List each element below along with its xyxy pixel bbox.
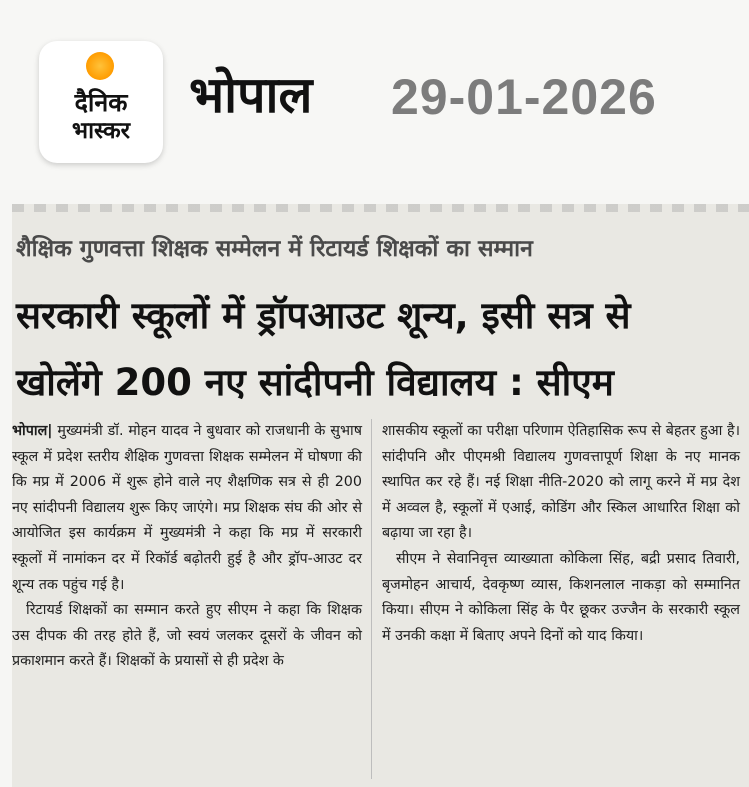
dainik-bhaskar-logo	[39, 41, 163, 163]
sun-icon	[86, 52, 114, 80]
clipping-cut-edge	[12, 204, 749, 212]
right-paragraph-1: शासकीय स्कूलों का परीक्षा परिणाम ऐतिहासिक रूप से बेहतर हुआ है। सांदीपनि और पीएमश्री विद्यालय गुणवत्तापूर्ण शिक्षा के नए मानक स्थापित कर रहे हैं। नई शिक्षा नीति-2020 को लागू करने में मप्र देश में अव्वल है, स्कूलों में एआई, कोडिंग और स्किल आधारित शिक्षा को बढ़ाया जा रहा है।	[382, 423, 740, 542]
news-clipping	[12, 204, 749, 787]
paragraph	[12, 419, 362, 598]
right-paragraph-2: सीएम ने सेवानिवृत्त व्याख्याता कोकिला सिंह, बद्री प्रसाद तिवारी, बृजमोहन आचार्य, देवकृष्ण व्यास, किशनलाल नाकड़ा को सम्मानित किया। सीएम ने कोकिला सिंह के पैर छूकर उज्जैन के सरकारी स्कूल में उनकी कक्षा में बिताए अपने दिनों को याद किया।	[382, 550, 740, 644]
dateline: भोपाल|	[12, 423, 53, 439]
logo-line-1: दैनिक	[74, 88, 128, 117]
top-bar	[0, 0, 749, 190]
column-divider	[371, 419, 372, 779]
logo-line-2: भास्कर	[71, 118, 131, 144]
edition-date: 29-01-2026	[391, 69, 657, 125]
left-paragraph-1: मुख्यमंत्री डॉ. मोहन यादव ने बुधवार को राजधानी के सुभाष स्कूल में प्रदेश स्तरीय शैक्षिक गुणवत्ता शिक्षक सम्मेलन में घोषणा की कि मप्र में 2006 में शुरू होने वाले नए शैक्षणिक सत्र से ही 200 नए सांदीपनी विद्यालय शुरू किए जाएंगे। मप्र शिक्षक संघ की ओर से आयोजित इस कार्यक्रम में मुख्यमंत्री ने कहा कि मप्र में सरकारी स्कूलों में नामांकन दर में रिकॉर्ड बढ़ोतरी हुई है और ड्रॉप-आउट दर शून्य तक पहुंच गई है।	[12, 423, 362, 593]
article-kicker: शैक्षिक गुणवत्ता शिक्षक सम्मेलन में रिटायर्ड शिक्षकों का सम्मान	[16, 236, 533, 262]
edition-city: भोपाल	[189, 66, 313, 124]
left-paragraph-2: रिटायर्ड शिक्षकों का सम्मान करते हुए सीएम ने कहा कि शिक्षक उस दीपक की तरह होते हैं, जो स्वयं जलकर दूसरों के जीवन को प्रकाशमान करते हैं। शिक्षकों के प्रयासों से ही प्रदेश के	[12, 602, 362, 670]
article-column-left	[12, 419, 362, 675]
headline-line-1: सरकारी स्कूलों में ड्रॉपआउट शून्य, इसी सत्र से	[16, 294, 631, 337]
headline-line-2: खोलेंगे 200 नए सांदीपनी विद्यालय : सीएम	[16, 361, 614, 404]
article-column-right	[382, 419, 740, 649]
